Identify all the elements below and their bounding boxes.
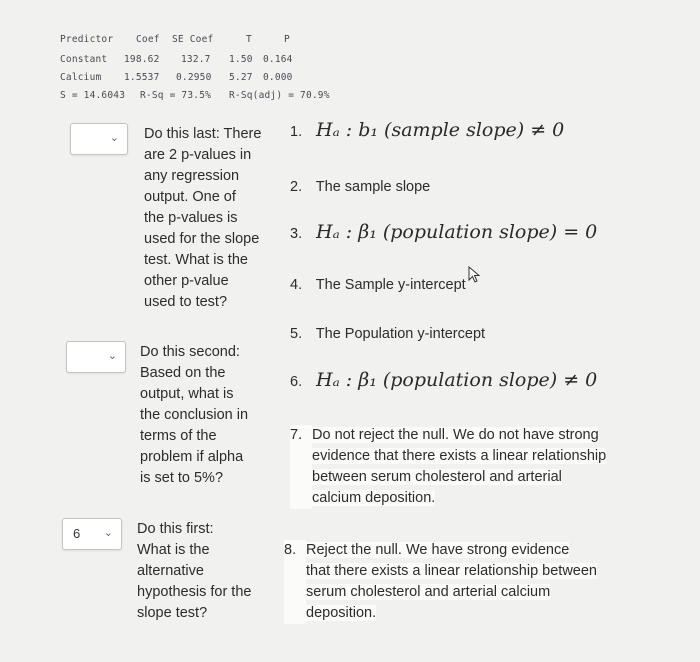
option-number: 4. [290, 277, 303, 293]
option-text: The Population y-intercept [315, 326, 486, 342]
option-number: 2. [290, 179, 303, 195]
option-5 [290, 324, 485, 345]
option-text-line: serum cholesterol and arterial calcium [306, 584, 551, 600]
option-math: Hₐ : β₁ (population slope) = 0 [316, 221, 598, 243]
row-calcium-p: 0.000 [263, 72, 293, 83]
option-number: 6. [290, 374, 303, 390]
answer-dropdown-last[interactable] [70, 123, 128, 155]
summary-s: S = 14.6043 [60, 90, 126, 101]
option-math: Hₐ : b₁ (sample slope) ≠ 0 [316, 119, 565, 141]
option-text-line: deposition. [306, 605, 377, 621]
option-text-line: Do not reject the null. We do not have strong [312, 427, 599, 443]
question-line: Based on the [140, 365, 226, 381]
option-4 [290, 275, 466, 296]
row-constant-name: Constant [60, 54, 108, 65]
summary-rsq-adj: R-Sq(adj) = 70.9% [229, 90, 330, 101]
question-line: hypothesis for the [137, 584, 252, 600]
question-last [144, 124, 261, 313]
question-line: are 2 p-values in [144, 147, 252, 163]
chevron-down-icon: ⌄ [107, 350, 117, 362]
col-predictor-header: Predictor [60, 34, 114, 45]
option-number: 8. [284, 540, 306, 624]
dropdown-value: 6 [73, 526, 81, 541]
option-text-line: between serum cholesterol and arterial [312, 469, 562, 485]
question-line: output. One of [144, 189, 236, 205]
chevron-down-icon: ⌄ [109, 132, 119, 144]
option-text: The Sample y-intercept [315, 277, 466, 293]
question-line: used to test? [144, 294, 228, 310]
col-p-header: P [284, 34, 290, 45]
option-8 [284, 540, 597, 624]
question-line: output, what is [140, 386, 234, 402]
option-number: 3. [290, 226, 303, 242]
question-line: Do this first: [137, 521, 214, 537]
answer-dropdown-second[interactable] [66, 341, 126, 373]
row-calcium-coef: 1.5537 [124, 72, 160, 83]
col-t-header: T [246, 34, 252, 45]
mouse-pointer-icon [468, 266, 482, 284]
question-line: Do this last: There [144, 126, 262, 142]
question-line: test. What is the [144, 252, 248, 268]
row-constant-coef: 198.62 [124, 54, 160, 65]
option-number: 1. [290, 124, 303, 140]
option-number: 7. [290, 425, 312, 509]
option-math: Hₐ : β₁ (population slope) ≠ 0 [316, 369, 598, 391]
question-line: other p-value [144, 273, 229, 289]
option-7 [290, 425, 606, 509]
summary-rsq: R-Sq = 73.5% [140, 90, 212, 101]
answer-dropdown-first[interactable] [62, 518, 122, 550]
row-calcium-name: Calcium [60, 72, 102, 83]
option-text-line: calcium deposition. [312, 490, 436, 506]
row-calcium-secoef: 0.2950 [176, 72, 212, 83]
question-line: the p-values is [144, 210, 238, 226]
col-coef-header: Coef [136, 34, 160, 45]
question-line: terms of the [140, 428, 217, 444]
question-line: the conclusion in [140, 407, 249, 423]
question-line: is set to 5%? [140, 470, 224, 486]
option-2 [290, 177, 430, 198]
option-1 [290, 120, 564, 143]
option-text-line: evidence that there exists a linear relationship [312, 448, 607, 464]
option-text-line: Reject the null. We have strong evidence [306, 542, 570, 558]
row-constant-p: 0.164 [263, 54, 293, 65]
question-line: any regression [144, 168, 240, 184]
question-second [140, 342, 248, 489]
question-line: problem if alpha [140, 449, 244, 465]
row-constant-t: 1.50 [229, 54, 253, 65]
question-line: alternative [137, 563, 204, 579]
col-secoef-header: SE Coef [172, 34, 214, 45]
question-first [137, 519, 251, 624]
question-line: What is the [137, 542, 210, 558]
option-number: 5. [290, 326, 303, 342]
option-text-line: that there exists a linear relationship between [306, 563, 597, 579]
question-line: Do this second: [140, 344, 240, 360]
option-3 [290, 222, 597, 245]
row-constant-secoef: 132.7 [181, 54, 211, 65]
option-6 [290, 370, 597, 393]
chevron-down-icon: ⌄ [103, 527, 113, 539]
question-line: used for the slope [144, 231, 260, 247]
option-text: The sample slope [315, 179, 431, 195]
row-calcium-t: 5.27 [229, 72, 253, 83]
question-line: slope test? [137, 605, 208, 621]
